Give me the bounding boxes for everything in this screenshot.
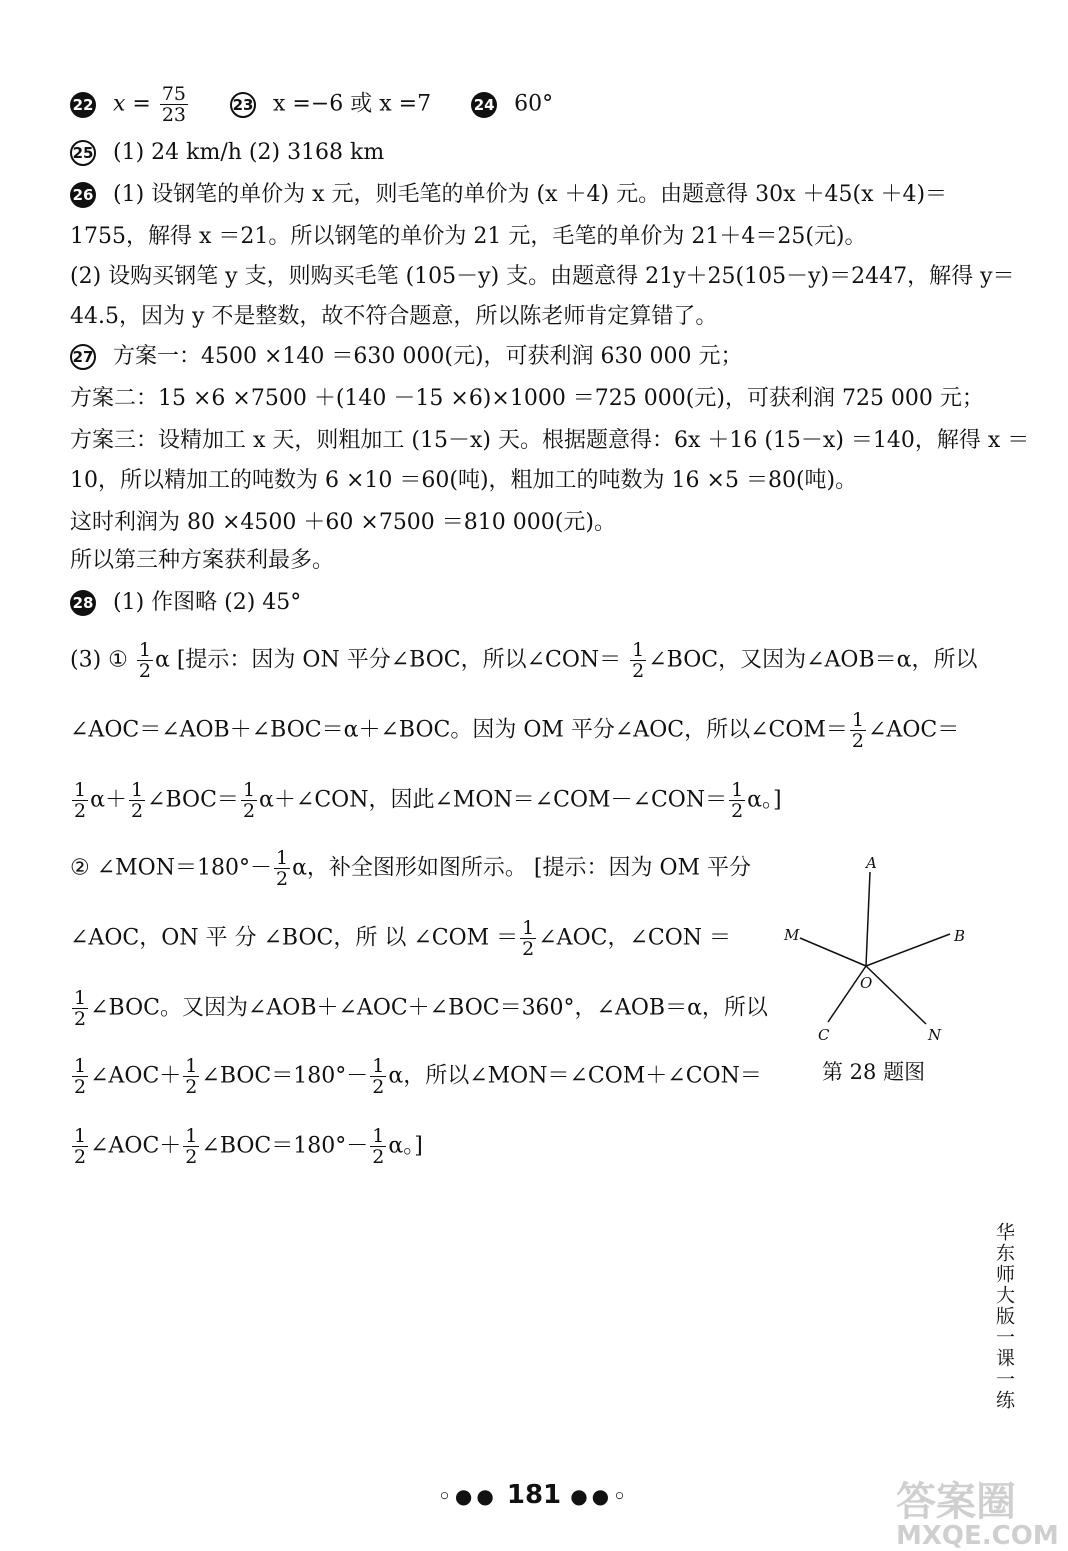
text: α，所以∠MON＝∠COM＋∠CON＝ <box>388 1063 762 1089</box>
text: ∠AOC，ON 平 分 ∠BOC，所 以 ∠COM ＝ <box>70 925 519 951</box>
answer-28-part3-line-4 <box>70 848 751 889</box>
angle-figure <box>780 850 980 1050</box>
ray-OA <box>866 872 870 966</box>
half-fraction: $\frac{1}{2}$ <box>242 779 256 822</box>
answer-28-line-1 <box>70 588 301 618</box>
question-badge-26: 26 <box>70 182 96 208</box>
half-fraction: $\frac{1}{2}$ <box>372 1055 385 1098</box>
half-fraction: $\frac{1}{2}$ <box>185 1125 198 1168</box>
answer-28-part3-line-8 <box>70 1126 423 1167</box>
answer-28-part3-line-2 <box>70 710 959 751</box>
answer-27-line-2: 方案二：15 ×6 ×7500 ＋(140 －15 ×6)×1000 ＝725 000(元)，可获利润 725 000 元； <box>70 386 984 411</box>
text: ② ∠MON＝180°－ <box>70 855 272 881</box>
answer-22-lhs: x = <box>113 91 151 117</box>
answer-22-fraction <box>160 84 188 125</box>
answer-28-part3-line-6 <box>70 988 768 1029</box>
text: α＋ <box>90 787 127 813</box>
half-fraction: $\frac{1}{2}$ <box>74 1055 87 1098</box>
label-B: B <box>954 927 966 945</box>
half-fraction: $\frac{1}{2}$ <box>851 709 864 752</box>
text: ∠BOC＝180°－ <box>201 1063 369 1089</box>
answer-26-line-4: 44.5，因为 y 不是整数，故不符合题意，所以陈老师肯定算错了。 <box>70 304 718 329</box>
answer-22-24 <box>70 84 553 125</box>
half-fraction: $\frac{1}{2}$ <box>185 1055 198 1098</box>
answer-23: x =−6 或 x =7 <box>273 91 432 117</box>
answer-27-line-1 <box>70 342 743 372</box>
answer-25 <box>70 138 384 168</box>
half-fraction: $\frac{1}{2}$ <box>632 639 645 682</box>
question-badge-24: 24 <box>471 92 497 118</box>
label-N: N <box>928 1026 942 1044</box>
answer-28-part3-line-5 <box>70 918 731 959</box>
answer-26-line-1 <box>70 180 947 210</box>
half-fraction: $\frac{1}{2}$ <box>74 1125 87 1168</box>
watermark-main: 答案圈 <box>896 1479 1016 1525</box>
text: ∠AOC＋ <box>90 1063 182 1089</box>
answer-28-part3-line-1 <box>70 640 977 681</box>
half-fraction: $\frac{1}{2}$ <box>74 987 87 1030</box>
text: ∠AOC，∠CON ＝ <box>538 925 731 951</box>
figure-caption: 第 28 题图 <box>822 1060 926 1084</box>
text: ∠BOC＝180°－ <box>201 1133 369 1159</box>
text: (3) ① <box>70 647 128 673</box>
half-fraction: $\frac{1}{2}$ <box>731 779 744 822</box>
answer-26-line-2: 1755，解得 x ＝21。所以钢笔的单价为 21 元，毛笔的单价为 21＋4＝25(元)。 <box>70 224 867 249</box>
label-A: A <box>866 854 877 872</box>
text: α。] <box>747 787 782 813</box>
answer-26-line-3: (2) 设购买钢笔 y 支，则购买毛笔 (105－y) 支。由题意得 21y＋25(105－y)＝2447，解得 y＝ <box>70 264 1015 289</box>
answer-25-text: (1) 24 km/h (2) 3168 km <box>113 140 385 165</box>
question-badge-23: 23 <box>230 92 256 118</box>
text: ∠AOC＝ <box>868 717 960 743</box>
answer-24: 60° <box>514 91 554 117</box>
half-fraction: $\frac{1}{2}$ <box>372 1125 385 1168</box>
label-C: C <box>818 1026 830 1044</box>
text: α。] <box>388 1133 423 1159</box>
half-fraction: $\frac{1}{2}$ <box>138 639 151 682</box>
page-number: 181 <box>506 1480 562 1510</box>
answer-27-line-3: 方案三：设精加工 x 天，则粗加工 (15－x) 天。根据题意得：6x ＋16 (15－x) ＝140，解得 x ＝ <box>70 428 1030 453</box>
answer-27-line-6: 所以第三种方案获利最多。 <box>70 548 335 573</box>
watermark-logo <box>896 1470 1059 1551</box>
footer-dots-left: ◦●● <box>438 1484 498 1508</box>
text: ∠BOC，又因为∠AOB＝α，所以 <box>648 647 978 673</box>
side-series-title: 华东师大版一课一练 <box>993 1222 1015 1411</box>
answer-27-text-1: 方案一：4500 ×140 ＝630 000(元)，可获利润 630 000 元； <box>113 344 743 369</box>
half-fraction: $\frac{1}{2}$ <box>130 779 144 822</box>
answer-26-text-1: (1) 设钢笔的单价为 x 元，则毛笔的单价为 (x ＋4) 元。由题意得 30x ＋45(x ＋4)＝ <box>113 182 948 207</box>
label-M: M <box>784 926 800 944</box>
answer-28-part3-line-7 <box>70 1056 762 1097</box>
text: α [提示：因为 ON 平分∠BOC，所以∠CON＝ <box>154 647 622 673</box>
answer-27-line-5: 这时利润为 80 ×4500 ＋60 ×7500 ＝810 000(元)。 <box>70 510 616 535</box>
text: α＋∠CON，因此∠MON＝∠COM－∠CON＝ <box>259 787 728 813</box>
fraction-numerator: 75 <box>161 83 187 105</box>
question-badge-27: 27 <box>70 344 96 370</box>
ray-OM <box>800 938 866 966</box>
answer-28-part3-line-3 <box>70 780 782 821</box>
half-fraction: $\frac{1}{2}$ <box>275 847 289 890</box>
question-badge-22: 22 <box>70 92 96 118</box>
text: α，补全图形如图所示。 [提示：因为 OM 平分 <box>292 855 752 881</box>
half-fraction: $\frac{1}{2}$ <box>522 917 535 960</box>
question-badge-28: 28 <box>70 590 96 616</box>
label-O: O <box>860 974 873 992</box>
fraction-denominator: 23 <box>161 104 187 126</box>
text: ∠AOC＋ <box>90 1133 182 1159</box>
answer-28-text-1: (1) 作图略 (2) 45° <box>113 590 302 615</box>
text: ∠BOC。又因为∠AOB＋∠AOC＋∠BOC＝360°，∠AOB＝α，所以 <box>90 995 768 1021</box>
half-fraction: $\frac{1}{2}$ <box>74 779 87 822</box>
ray-OB <box>866 934 950 966</box>
question-badge-25: 25 <box>70 140 96 166</box>
answer-27-line-4: 10，所以精加工的吨数为 6 ×10 ＝60(吨)，粗加工的吨数为 16 ×5 ＝80(吨)。 <box>70 468 858 493</box>
ray-ON <box>866 966 926 1024</box>
footer-dots-right: ●●◦ <box>570 1484 630 1508</box>
text: ∠BOC＝ <box>147 787 239 813</box>
watermark-sub: MXQE.COM <box>896 1521 1059 1551</box>
text: ∠AOC＝∠AOB＋∠BOC＝α＋∠BOC。因为 OM 平分∠AOC，所以∠COM＝ <box>70 717 848 743</box>
